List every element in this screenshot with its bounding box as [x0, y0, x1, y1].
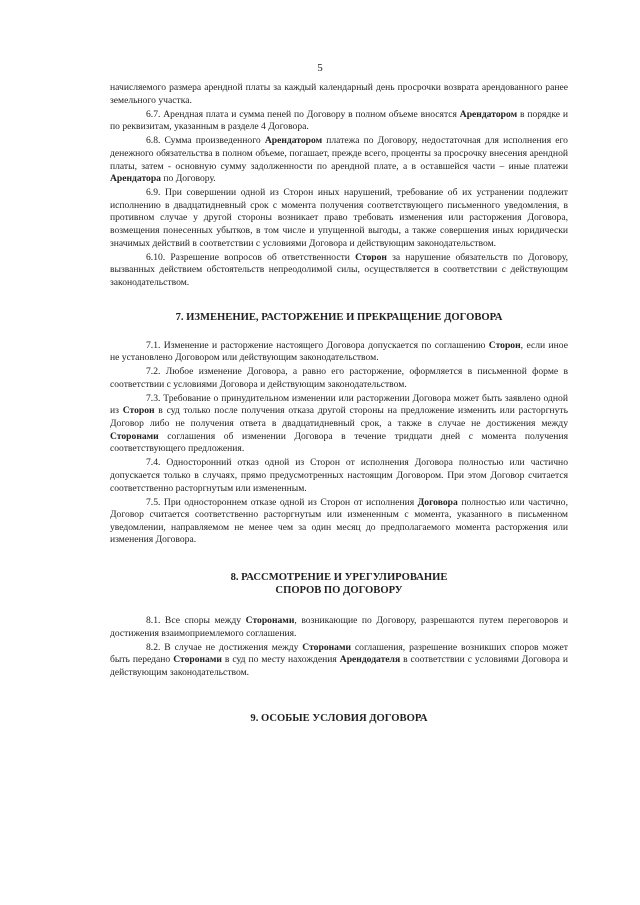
- paragraph: [110, 187, 568, 250]
- bold-term: Сторон: [122, 405, 155, 417]
- paragraph: [110, 615, 568, 640]
- text-run: 6.10. Разрешение вопросов об ответственности: [146, 251, 356, 263]
- text-run: соглашения об изменении Договора в течение тридцати дней с момента получения соответствующего предложения.: [110, 430, 568, 455]
- bold-term: Арендатором: [264, 135, 323, 147]
- text-run: за нарушение обязательств по Договору, вызванных действием обстоятельств непреодолимой силы, осуществляется в соответствии с действующим законодательством.: [110, 251, 568, 288]
- text-run: 6.9. При совершении одной из Сторон иных нарушений, требование об их устранении подлежит исполнению в двадцатидневный срок с момента получения соответствующего письменного уведомления, в противном случае у другой стороны возникает право требовать изменения или расторжения Договора, возмещения понесенных убытков, в том числе и упущенной выгоды, а также совершения иных юридически значимых действий в соответствии с условиями Договора и действующим законодательством.: [110, 187, 568, 249]
- paragraph: [110, 642, 568, 680]
- text-run: 8.1. Все споры между: [146, 615, 246, 626]
- text-run: в порядке и по реквизитам, указанным в разделе 4 Договора.: [110, 108, 569, 133]
- section-8-body: [110, 615, 568, 679]
- section-8-heading: [110, 571, 568, 597]
- text-run: полностью или частично, Договор считается соответственно расторгнутым или измененным с момента, указанного в письменном уведомлении, направляемом не менее чем за один месяц до предполагаемого момента расторжения или изменения Договора.: [110, 496, 568, 546]
- paragraph: [110, 340, 568, 365]
- section-7-body: [110, 340, 568, 548]
- bold-term: Сторон: [355, 251, 387, 263]
- text-run: платежа по Договору, недостаточная для исполнения его денежного обязательства в полном объеме, погашает, прежде всего, проценты за просрочку внесения арендной платы, затем - основную сумму задолженности по арендной плате, а в оставшейся части – иные платежи: [110, 135, 568, 172]
- document-content: [110, 82, 568, 725]
- text-run: в суд по месту нахождения: [221, 654, 340, 666]
- text-run: соглашения, разрешение возникших споров может быть передано: [110, 641, 569, 666]
- bold-term: Сторонами: [110, 430, 159, 442]
- text-run: начисляемого размера арендной платы за каждый календарный день просрочки возврата арендованного ранее земельного участка.: [110, 82, 568, 106]
- text-run: 7.4. Односторонний отказ одной из Сторон от исполнения Договора полностью или частично допускается только в случаях, прямо предусмотренных настоящим Договором. При этом Договор считается соответственно расторгнутым или измененным.: [110, 457, 568, 494]
- section-6-continuation: [110, 82, 568, 290]
- section-7-heading: 7. ИЗМЕНЕНИЕ, РАСТОРЖЕНИЕ И ПРЕКРАЩЕНИЕ ДОГОВОРА: [175, 311, 503, 323]
- section-8-heading-line1: 8. РАССМОТРЕНИЕ И УРЕГУЛИРОВАНИЕ: [230, 572, 448, 583]
- bold-term: Сторонами: [245, 615, 295, 626]
- text-run: по Договору.: [160, 173, 216, 185]
- paragraph: [110, 135, 568, 185]
- paragraph: [110, 252, 568, 290]
- paragraph: [110, 366, 568, 391]
- section-9-heading: 9. ОСОБЫЕ УСЛОВИЯ ДОГОВОРА: [250, 713, 428, 725]
- bold-term: Арендатором: [459, 108, 518, 120]
- bold-term: Арендодателя: [339, 654, 401, 666]
- text-run: в суд только после получения отказа другой стороны на предложение изменить или расторгнуть Договор либо не получения ответа в двадцатидневный срок, а также в случае не достижения между: [110, 405, 568, 430]
- text-run: 6.8. Сумма произведенного: [146, 135, 265, 147]
- text-run: , если иное не установлено Договором или действующим законодательством.: [110, 339, 568, 364]
- section-8-heading-line2: СПОРОВ ПО ДОГОВОРУ: [275, 585, 403, 596]
- bold-term: Сторонами: [173, 654, 222, 666]
- text-run: , возникающие по Договору, разрешаются путем переговоров и достижения взаимоприемлемого соглашения.: [110, 615, 568, 639]
- bold-term: Сторон: [488, 339, 521, 351]
- paragraph: [110, 109, 568, 134]
- text-run: 7.2. Любое изменение Договора, а равно его расторжение, оформляется в письменной форме в соответствии с условиями Договора и действующим законодательством.: [110, 366, 568, 390]
- text-run: 7.1. Изменение и расторжение настоящего Договора допускается по соглашению: [146, 339, 489, 351]
- page-number: 5: [317, 62, 323, 74]
- text-run: 7.3. Требование о принудительном изменении или расторжении Договора может быть заявлено одной из: [110, 392, 568, 417]
- text-run: в соответствии с условиями Договора и действующим законодательством.: [110, 654, 569, 678]
- text-run: 8.2. В случае не достижения между: [146, 641, 303, 653]
- bold-term: Договора: [417, 496, 458, 508]
- text-run: 7.5. При одностороннем отказе одной из Сторон от исполнения: [146, 496, 418, 508]
- bold-term: Арендатора: [110, 173, 161, 185]
- paragraph: [110, 497, 568, 547]
- text-run: 6.7. Арендная плата и сумма пеней по Договору в полном объеме вносятся: [146, 108, 460, 120]
- bold-term: Сторонами: [302, 641, 352, 653]
- paragraph: [110, 457, 568, 495]
- paragraph: [110, 82, 568, 107]
- paragraph: [110, 393, 568, 456]
